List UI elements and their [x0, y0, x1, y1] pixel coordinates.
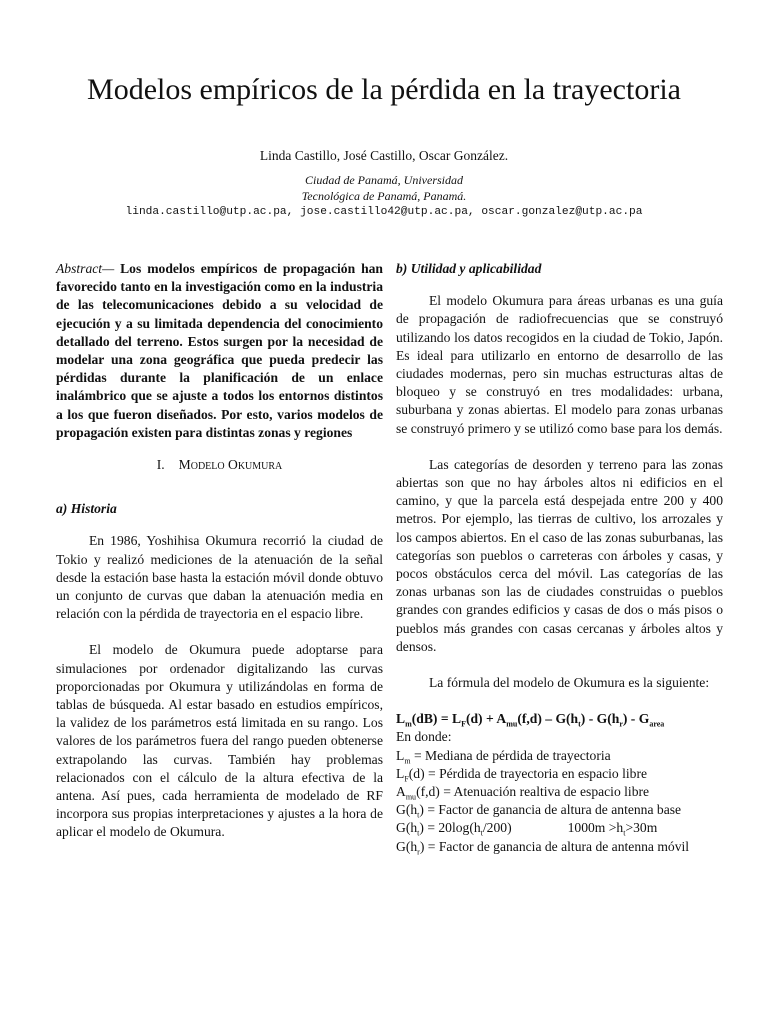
- formula-definitions: [396, 728, 723, 855]
- right-column: [396, 260, 723, 856]
- section-title: Modelo Okumura: [178, 457, 283, 473]
- definition-ght-formula: $G(h_t) = 20\log(h_t/200)$ $1000m >h_t>30m$: [396, 820, 658, 839]
- subsection-heading-utilidad: b) Utilidad y aplicabilidad: [396, 261, 542, 276]
- section-heading: [56, 456, 383, 474]
- definition-ghr: $G(h_r)$ = Factor de ganancia de altura de antenna móvil: [396, 838, 690, 857]
- affiliation-line-2: Tecnológica de Panamá, Panamá.: [301, 189, 467, 203]
- abstract-text: Los modelos empíricos de propagación han favorecido tanto en la investigación como en la industria de las telecomunicaciones debido a su velocidad de ejecución y a su limitada dependencia del conocimiento detallado del terreno. Estos surgen por la necesidad de modelar una zona geográfica que pueda predecir las pérdidas durante la planificación de un enlace inalámbrico que se ajuste a todos los entornos distintos a los que fueron diseñados. Por esto, varios modelos de propagación existen para distintas zonas y regiones: [56, 261, 383, 440]
- abstract-lead: Abstract—: [56, 261, 115, 276]
- definition-lf: $L_F(d)$ = Pérdida de trayectoria en espacio libre: [396, 765, 648, 784]
- utilidad-paragraph-2: Las categorías de desorden y terreno para las zonas abiertas son que no hay árboles altos ni edificios en el camino, y que la parcela está despejada entre 200 y 400 metros. Por ejemplo, las tierras de cultivo, los arrozales y los campos abiertos. En el caso de las zonas suburbanas, las categorías son pueblos o carreteras con árboles y casas, y pocos obstáculos cerca del móvil. Las categorías de las zonas urbanas son las de ciudades construidas o pueblos grandes con grandes edificios y casas de dos o más pisos o pueblos más grandes con casas cercanas y árboles altos y densos.: [396, 456, 723, 654]
- affiliation: [60, 172, 708, 204]
- affiliation-line-1: Ciudad de Panamá, Universidad: [305, 173, 463, 187]
- utilidad-paragraph-1: El modelo Okumura para áreas urbanas es una guía de propagación de radiofrecuencias que se construyó utilizando los datos recogidos en la ciudad de Tokio, Japón. Es ideal para utilizarlo en entorno de desarrollo de las ciudades modernas, pero sin muchas estructuras altas de bloqueo y se construyó en tres modalidades: urbana, suburbana y zonas abiertas. El modelo para zonas urbanas se construyó primero y se utilizó como base para los demás.: [396, 293, 723, 436]
- abstract: [56, 260, 383, 442]
- definitions-intro: En donde:: [396, 729, 452, 745]
- left-column: [56, 260, 383, 860]
- section-number: I.: [156, 457, 165, 473]
- author-emails: linda.castillo@utp.ac.pa, jose.castillo42@utp.ac.pa, oscar.gonzalez@utp.ac.pa: [125, 206, 643, 218]
- historia-paragraph-1: En 1986, Yoshihisa Okumura recorrió la ciudad de Tokio y realizó mediciones de la atenuación de la señal desde la estación base hasta la estación móvil donde obtuvo un conjunto de curvas que daban la atenuación media en relación con la pérdida de trayectoria en el espacio libre.: [56, 533, 383, 622]
- utilidad-paragraph-3: La fórmula del modelo de Okumura es la siguiente:: [429, 675, 710, 691]
- definition-amu: $A_{mu}(f,d)$ = Atenuación realtiva de espacio libre: [396, 784, 650, 802]
- definition-ght: $G(h_t)$ = Factor de ganancia de altura de antenna base: [396, 802, 682, 820]
- paper-title: Modelos empíricos de la pérdida en la trayectoria: [87, 73, 681, 106]
- historia-paragraph-2: El modelo de Okumura puede adoptarse para simulaciones por ordenador digitalizando las curvas proporcionadas por Okumura y utilizándolas en forma de tablas de búsqueda. Al estar basado en estudios empíricos, la validez de los parámetros está limitada en su rango. Los valores de los parámetros fuera del rango pueden obtenerse extrapolando las curvas. También hay problemas relacionados con el cálculo de la altura efectiva de la antena. Así pues, cada herramienta de modelado de RF incorpora sus propias interpretaciones y ajustes a la hora de aplicar el modelo de Okumura.: [56, 642, 383, 840]
- subsection-heading-historia: a) Historia: [56, 501, 117, 517]
- author-list: Linda Castillo, José Castillo, Oscar González.: [259, 148, 509, 163]
- definition-lm: $L_m$ = Mediana de pérdida de trayectoria: [396, 747, 611, 766]
- okumura-formula: $L_m(dB) = L_F(d) + A_{mu}(f,d) - G(h_t) - G(h_r) - G_{area}$: [396, 711, 665, 729]
